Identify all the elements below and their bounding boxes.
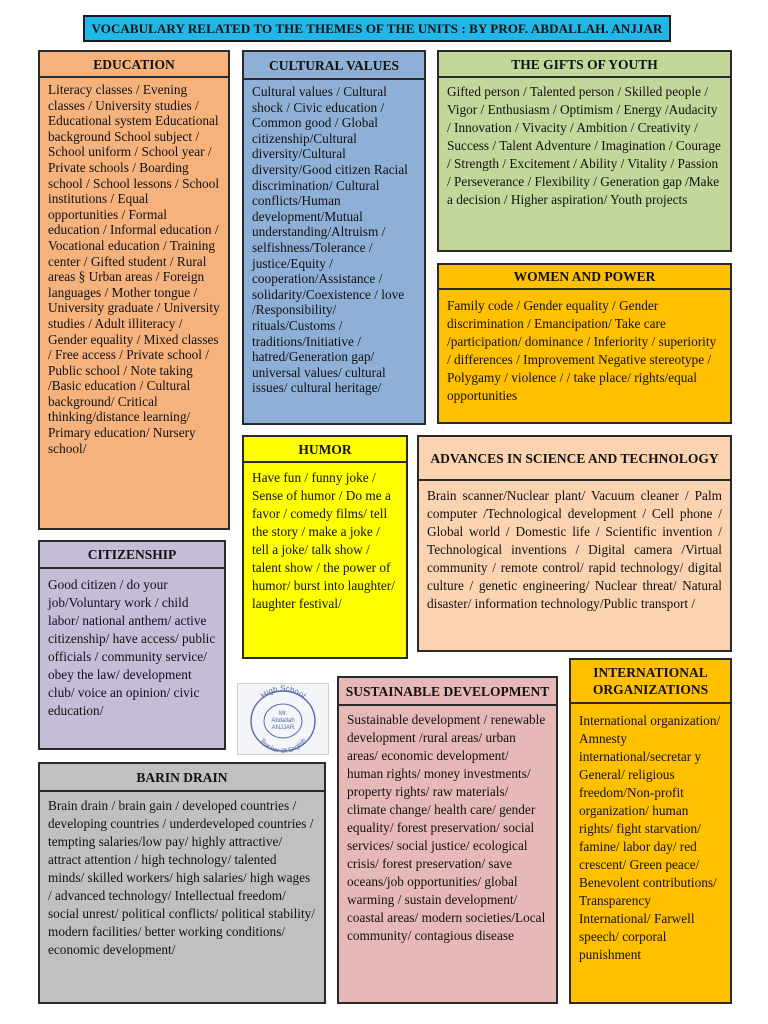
section-header: CITIZENSHIP [40,542,224,569]
teacher-stamp [237,683,329,755]
section-text: Have fun / funny joke / Sense of humor / Do me a favor / comedy films/ tell the story / make a joke / tell a joke/ talk show / talent show / the power of humor/ burst into laughter/ laughter festival/ [252,470,395,611]
section-header: HUMOR [244,437,406,463]
section-header: BARIN DRAIN [40,764,324,792]
svg-text:Abdallah: Abdallah [271,718,295,724]
svg-text:High School: High School [259,684,308,701]
section-gifts-of-youth [437,50,732,252]
section-sustainable-development [337,676,558,1004]
section-brain-drain [38,762,326,1004]
section-text: Family code / Gender equality / Gender discrimination / Emancipation/ Take care /participation/ dominance / Inferiority / superiority / differences / Improvement Negative stereotype / Polygamy / violence / / take place/ rights/equal opportunities [447,298,717,403]
section-header: ADVANCES IN SCIENCE AND TECHNOLOGY [419,437,730,481]
section-header: WOMEN AND POWER [439,265,730,290]
section-text: Sustainable development / renewable development /rural areas/ urban areas/ economic development/ human rights/ money investments/ property rights/ raw materials/ climate change/ health care/ gender equality/ forest preservation/ social services/ social justice/ ecological crisis/ forest preservation/ save oceans/job opportunities/ global warming / sustain development/ coastal areas/ modern societies/Local community/ contagious disease [347,712,546,943]
stamp-seal-icon [238,684,328,754]
svg-text:Teacher Of English: Teacher Of English [258,737,308,754]
section-header: SUSTAINABLE DEVELOPMENT [339,678,556,706]
section-text: Literacy classes / Evening classes / University studies / Educational system Educational background School subject / School uniform / School year / Private schools / Boarding school / School lessons / School institutions / Equal opportunities / Formal education / Informal education / Vocational education / Training center / Gifted student / Rural areas § Urban areas / Foreign languages / Mother tongue / University graduate / University studies / Adult illiteracy / Gender equality / Mixed classes / Free access / Private school / Public school / Note taking /Basic education / Cultural background/ Critical thinking/distance learning/ Primary education/ Nursery school/ [48,82,220,456]
section-text: Brain drain / brain gain / developed countries / developing countries / underdeveloped countries / tempting salaries/low pay/ highly attractive/ attract attention / high technology/ talented minds/ skilled workers/ high salaries/ high wages / advanced technology/ Intellectual freedom/ social unrest/ political conflicts/ political stability/ modern facilities/ better working conditions/ economic development/ [48,798,315,957]
section-text: Brain scanner/Nuclear plant/ Vacuum cleaner / Palm computer /Technological development / Cell phone / Global world / Domestic life / Scientific invention / Technological inventions / Digital camera /Virtual community / remote control/ rapid technology/ digital culture / genetic engineering/ Nuclear threat/ Natural disaster/ information technology/Public transport / [427,488,722,611]
section-text: Cultural values / Cultural shock / Civic education / Common good / Global citizenship/Cultural diversity/Cultural diversity/Good citizen Racial discrimination/ Cultural conflicts/Human development/Mutual understanding/Altruism / selfishness/Tolerance / justice/Equity / cooperation/Assistance / solidarity/Coexistence / love /Responsibility/ rituals/Customs / traditions/Initiative / hatred/Generation gap/ universal values/ cultural issues/ cultural heritage/ [252,84,408,396]
section-header: EDUCATION [40,52,228,78]
section-education [38,50,230,530]
section-header: INTERNATIONAL ORGANIZATIONS [571,660,730,704]
section-women-and-power [437,263,732,424]
section-citizenship [38,540,226,750]
section-cultural-values [242,50,426,425]
page-title: VOCABULARY RELATED TO THE THEMES OF THE UNITS : BY PROF. ABDALLAH. ANJJAR [83,15,671,42]
section-text: International organization/ Amnesty international/secretar y General/ religious freedom/Non-profit organization/ human rights/ fight starvation/ famine/ labor day/ red crescent/ Green peace/ Benevolent contributions/ Transparency International/ Farwell speech/ corporal punishment [579,713,721,962]
svg-text:ANJJAR: ANJJAR [271,725,295,731]
section-humor [242,435,408,659]
section-header: CULTURAL VALUES [244,52,424,80]
section-science-technology [417,435,732,652]
svg-text:Mr.: Mr. [278,711,288,717]
section-international-organizations [569,658,732,1004]
section-text: Gifted person / Talented person / Skilled people / Vigor / Enthusiasm / Optimism / Energy /Audacity / Innovation / Vivacity / Ambition / Creativity / Success / Talent Adventure / Imagination / Courage / Strength / Excitement / Ability / Vitality / Passion / Perseverance / Flexibility / Generation gap /Make a decision / Higher aspiration/ Youth projects [447,84,721,207]
section-text: Good citizen / do your job/Voluntary work / child labor/ national anthem/ active citizenship/ have access/ public officials / community service/ obey the law/ development club/ voice an opinion/ civic education/ [48,577,216,718]
section-header: THE GIFTS OF YOUTH [439,52,730,78]
